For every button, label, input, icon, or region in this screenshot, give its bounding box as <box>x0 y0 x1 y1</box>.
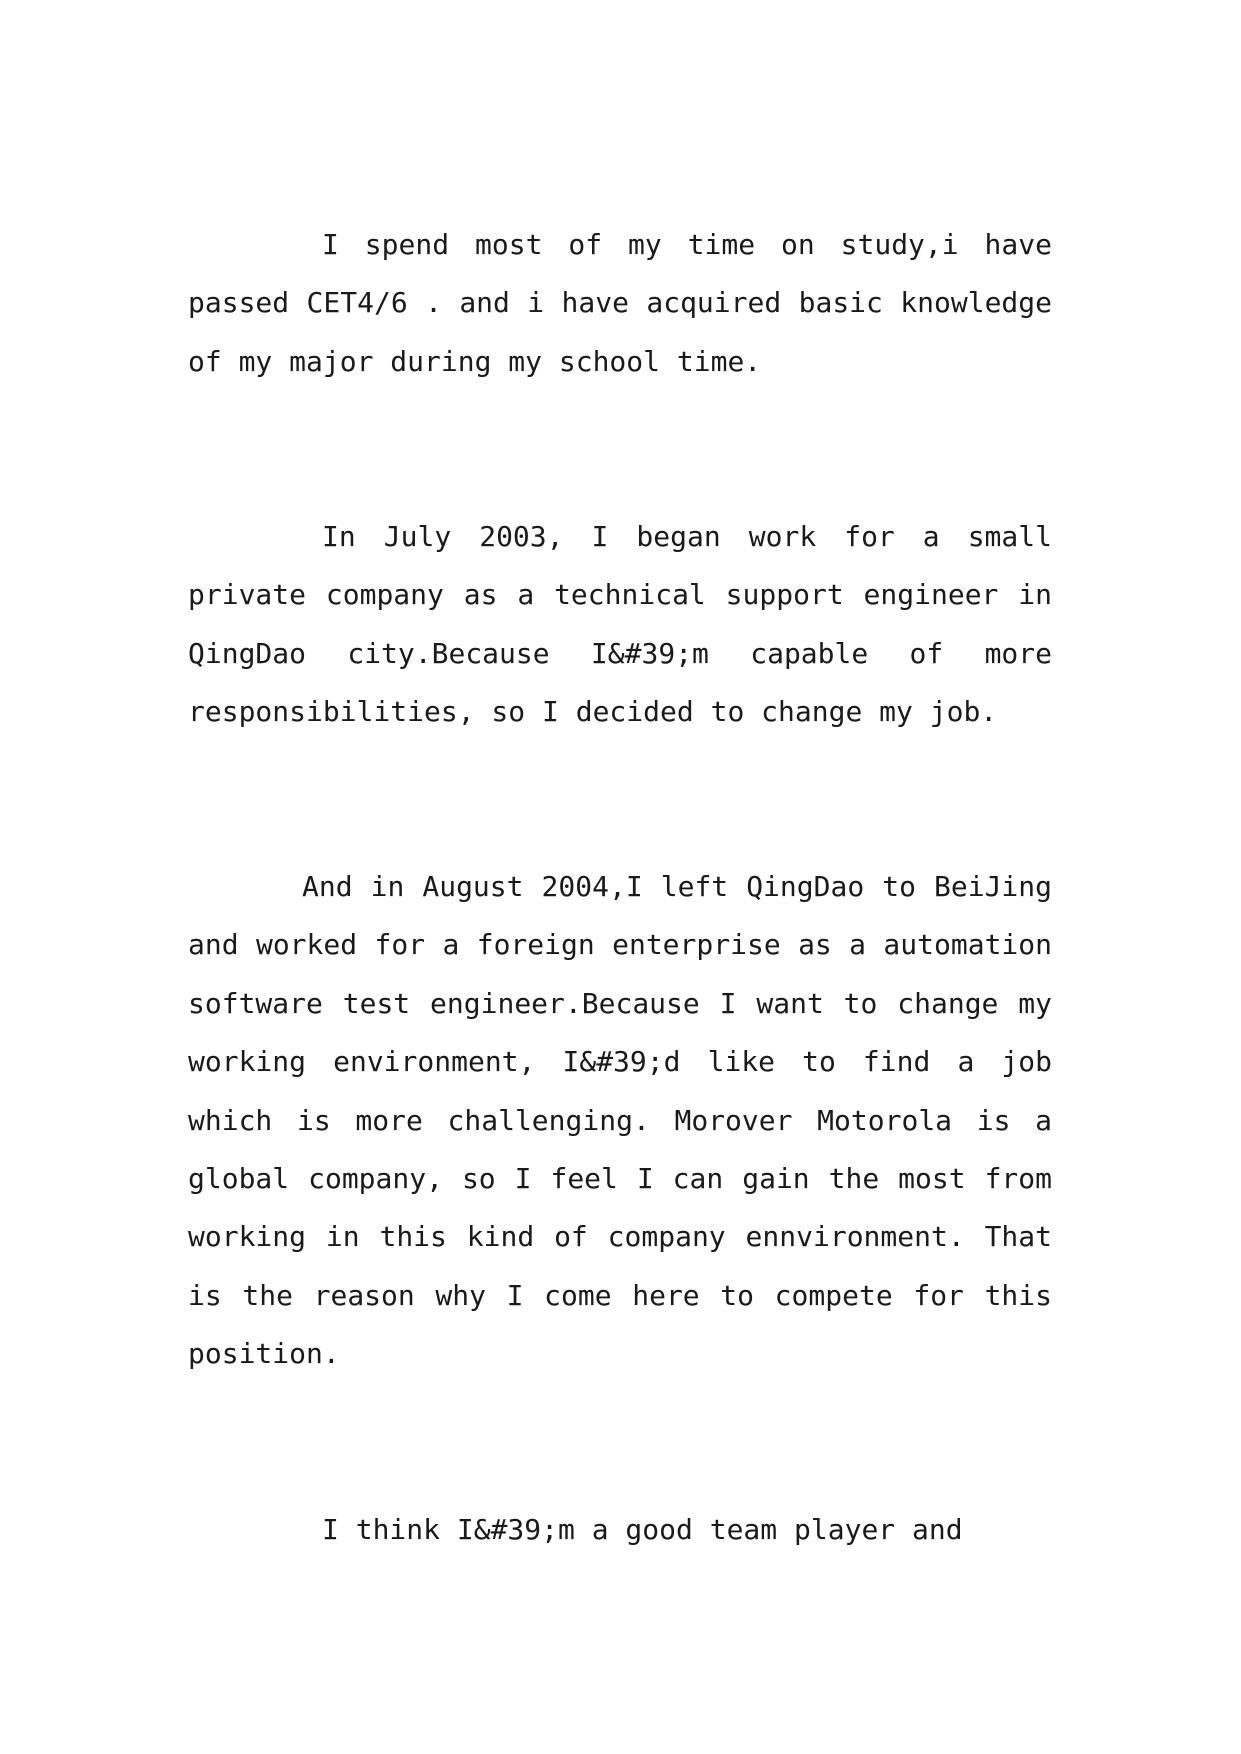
paragraph-team-player: I think I&#39;m a good team player and <box>322 1513 963 1546</box>
paragraph-second-job: And in August 2004,I left QingDao to BeiJing and worked for a foreign enterprise as a automation software test engineer.Because I want to change my working environment, I&#39;d like to find a job which is more challenging. Morover Motorola is a global company, so I feel I can gain the most from working in this kind of company ennvironment. That is the reason why I come here to compete for this position. <box>188 870 1052 1371</box>
paragraph-first-job: In July 2003, I began work for a small private company as a technical support engineer in QingDao city.Because I&#39;m capable of more responsibilities, so I decided to change my job. <box>188 520 1052 729</box>
paragraph-study: I spend most of my time on study,i have passed CET4/6 . and i have acquired basic knowledge of my major during my school time. <box>188 228 1052 378</box>
